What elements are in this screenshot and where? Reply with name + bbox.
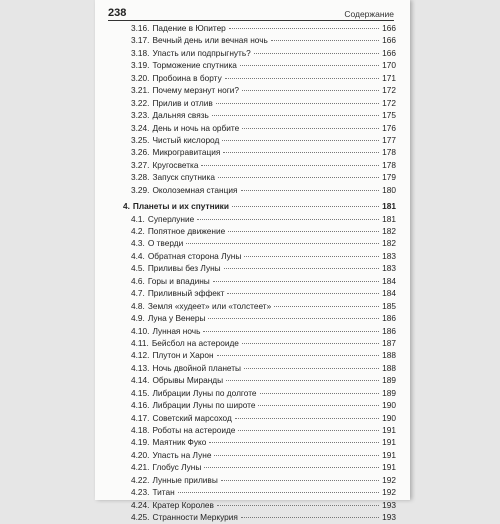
toc-entry xyxy=(123,97,396,109)
toc-entry xyxy=(123,412,396,424)
toc-entry-page: 182 xyxy=(382,238,396,249)
toc-leader-dots xyxy=(242,90,379,91)
toc-entry-number: 3.21. xyxy=(131,85,150,96)
toc-leader-dots xyxy=(224,268,380,269)
toc-entry-number: 4.10. xyxy=(131,325,150,336)
toc-leader-dots xyxy=(209,442,379,443)
toc-entry-number: 4.21. xyxy=(131,462,150,473)
toc-chapter-page: 181 xyxy=(382,201,396,212)
toc-leader-dots xyxy=(232,206,379,207)
toc-entry xyxy=(123,436,396,448)
toc-entry-page: 181 xyxy=(382,213,396,224)
toc-entry-title: Советский марсоход xyxy=(152,412,232,423)
toc-entry-number: 3.24. xyxy=(131,122,150,133)
toc-entry-title: Кратер Королев xyxy=(152,499,214,510)
toc-entry-title: Приливный эффект xyxy=(147,288,225,299)
toc-leader-dots xyxy=(203,331,379,332)
toc-entry xyxy=(123,424,396,436)
toc-entry-number: 4.5. xyxy=(131,263,145,274)
toc-leader-dots xyxy=(226,380,379,381)
toc-entry xyxy=(123,213,396,225)
toc-entry-number: 3.16. xyxy=(131,23,150,33)
toc-entry xyxy=(123,511,396,523)
toc-entry-number: 3.29. xyxy=(131,184,150,195)
toc-entry-title: Почему мерзнут ноги? xyxy=(152,85,240,96)
toc-entry-title: Роботы на астероиде xyxy=(152,425,236,435)
toc-entry-title: Лунные приливы xyxy=(152,474,218,485)
toc-leader-dots xyxy=(223,152,379,153)
toc-entry-page: 192 xyxy=(382,474,396,485)
toc-entry-number: 3.27. xyxy=(131,159,150,170)
book-page xyxy=(95,0,410,523)
toc-entry-title: Приливы без Луны xyxy=(147,263,221,274)
toc-entry-number: 4.8. xyxy=(131,300,145,311)
toc-leader-dots xyxy=(241,190,380,191)
toc-leader-dots xyxy=(217,505,379,506)
toc-leader-dots xyxy=(229,28,379,29)
toc-entry-title: Дальняя связь xyxy=(152,110,209,121)
toc-leader-dots xyxy=(186,243,379,244)
toc-leader-dots xyxy=(244,256,379,257)
toc-entry xyxy=(123,387,396,399)
toc-entry xyxy=(123,47,396,59)
toc-entry xyxy=(123,134,396,146)
toc-leader-dots xyxy=(204,467,379,468)
toc-entry-number: 4.11. xyxy=(131,337,149,348)
toc-entry-number: 4.19. xyxy=(131,437,150,448)
page-header xyxy=(108,5,394,21)
toc-entry-page: 184 xyxy=(382,275,396,286)
toc-entry-page: 193 xyxy=(382,512,396,523)
toc-entry-title: О тверди xyxy=(147,238,184,249)
toc-leader-dots xyxy=(260,393,380,394)
toc-leader-dots xyxy=(227,293,379,294)
toc-entry xyxy=(123,184,396,196)
toc-entry-page: 178 xyxy=(382,159,396,170)
toc-entry-number: 4.15. xyxy=(131,387,150,398)
toc-entry-number: 3.19. xyxy=(131,60,150,71)
toc-entry-number: 3.18. xyxy=(131,47,150,58)
toc-entry-page: 183 xyxy=(382,263,396,274)
toc-entry-title: Либрации Луны по широте xyxy=(152,400,256,411)
toc-entry-title: Пробоина в борту xyxy=(152,72,222,83)
toc-entry-page: 176 xyxy=(382,122,396,133)
toc-entry xyxy=(123,337,396,349)
toc-entry xyxy=(123,122,396,134)
toc-entry-title: Кругосветка xyxy=(152,159,199,170)
toc-entry xyxy=(123,159,396,171)
toc-entry-number: 4.9. xyxy=(131,313,145,324)
toc-leader-dots xyxy=(221,480,379,481)
toc-entry xyxy=(123,349,396,361)
toc-entry xyxy=(123,374,396,386)
toc-entry-number: 3.23. xyxy=(131,110,150,121)
toc-entry-number: 4.17. xyxy=(131,412,150,423)
toc-entry-page: 172 xyxy=(382,85,396,96)
toc-entry xyxy=(123,362,396,374)
toc-section-4 xyxy=(123,213,396,524)
toc-entry xyxy=(123,72,396,84)
toc-entry-title: День и ночь на орбите xyxy=(152,122,240,133)
toc-entry-title: Обратная сторона Луны xyxy=(147,250,242,261)
toc-entry-number: 3.22. xyxy=(131,97,150,108)
toc-entry-number: 3.20. xyxy=(131,72,150,83)
toc-entry-number: 4.14. xyxy=(131,375,150,386)
toc-entry-title: Околоземная станция xyxy=(152,184,238,195)
toc-entry-title: Горы и впадины xyxy=(147,275,210,286)
toc-entry-page: 166 xyxy=(382,35,396,46)
toc-leader-dots xyxy=(235,418,379,419)
toc-entry-number: 4.23. xyxy=(131,487,150,498)
toc-entry xyxy=(123,449,396,461)
toc-entry-page: 171 xyxy=(382,72,396,83)
toc-entry-title: Обрывы Миранды xyxy=(152,375,224,386)
toc-entry-number: 4.12. xyxy=(131,350,150,361)
toc-entry-page: 186 xyxy=(382,313,396,324)
toc-entry-title: Падение в Юпитер xyxy=(152,23,226,33)
toc-entry-number: 3.17. xyxy=(131,35,150,46)
toc-leader-dots xyxy=(240,65,379,66)
toc-entry-page: 192 xyxy=(382,487,396,498)
toc-entry xyxy=(123,486,396,498)
toc-entry-number: 4.22. xyxy=(131,474,150,485)
toc-entry xyxy=(123,474,396,486)
toc-leader-dots xyxy=(222,140,379,141)
toc-entry-title: Плутон и Харон xyxy=(152,350,214,361)
toc-entry-page: 166 xyxy=(382,23,396,33)
toc-entry-title: Земля «худеет» или «толстеет» xyxy=(147,300,272,311)
toc-leader-dots xyxy=(178,492,379,493)
page-number: 238 xyxy=(108,7,127,19)
toc-entry-title: Торможение спутника xyxy=(152,60,237,71)
toc-entry-title: Ночь двойной планеты xyxy=(152,362,242,373)
toc-leader-dots xyxy=(214,455,379,456)
toc-entry xyxy=(123,312,396,324)
toc-entry-title: Запуск спутника xyxy=(152,172,215,183)
toc-entry xyxy=(123,262,396,274)
toc-entry xyxy=(123,34,396,46)
toc-entry-number: 4.20. xyxy=(131,449,150,460)
toc-leader-dots xyxy=(197,219,379,220)
toc-entry-page: 180 xyxy=(382,184,396,195)
toc-entry xyxy=(123,59,396,71)
toc-entry-title: Прилив и отлив xyxy=(152,97,213,108)
toc-leader-dots xyxy=(216,103,379,104)
toc-entry-page: 183 xyxy=(382,250,396,261)
toc-entry-title: Чистый кислород xyxy=(152,134,220,145)
toc-entry-number: 4.16. xyxy=(131,400,150,411)
toc-entry-page: 187 xyxy=(382,337,396,348)
toc-leader-dots xyxy=(244,368,379,369)
toc-entry xyxy=(123,22,396,34)
toc-entry xyxy=(123,399,396,411)
toc-leader-dots xyxy=(271,40,379,41)
toc-entry xyxy=(123,225,396,237)
toc-entry-page: 179 xyxy=(382,172,396,183)
toc-leader-dots xyxy=(225,78,379,79)
toc-entry-number: 4.18. xyxy=(131,425,150,435)
running-title: Содержание xyxy=(344,9,394,19)
toc-leader-dots xyxy=(258,405,379,406)
toc-entry-page: 191 xyxy=(382,437,396,448)
toc-leader-dots xyxy=(208,318,379,319)
toc-entry-page: 186 xyxy=(382,325,396,336)
toc-entry-title: Попятное движение xyxy=(147,226,226,236)
toc-entry-title: Микрогравитация xyxy=(152,147,221,158)
toc-entry-page: 170 xyxy=(382,60,396,71)
toc-entry xyxy=(123,171,396,183)
toc-entry-title: Глобус Луны xyxy=(152,462,202,473)
toc-entry-page: 191 xyxy=(382,462,396,473)
toc-chapter-number: 4. xyxy=(123,201,130,212)
toc-entry-title: Упасть на Луне xyxy=(152,449,212,460)
toc-entry-page: 177 xyxy=(382,134,396,145)
toc-entry xyxy=(123,325,396,337)
toc-entry xyxy=(123,461,396,473)
toc-entry-number: 4.3. xyxy=(131,238,145,249)
toc-leader-dots xyxy=(242,128,379,129)
toc-leader-dots xyxy=(212,115,379,116)
toc-leader-dots xyxy=(217,355,380,356)
table-of-contents xyxy=(123,22,396,524)
toc-entry-title: Бейсбол на астероиде xyxy=(151,337,239,348)
toc-leader-dots xyxy=(254,53,379,54)
toc-entry xyxy=(123,237,396,249)
toc-entry xyxy=(123,300,396,312)
toc-entry-title: Маятник Фуко xyxy=(152,437,207,448)
toc-chapter-heading xyxy=(123,200,396,212)
toc-leader-dots xyxy=(242,343,379,344)
toc-entry-title: Вечный день или вечная ночь xyxy=(152,35,268,46)
toc-entry xyxy=(123,109,396,121)
toc-entry-number: 4.13. xyxy=(131,362,150,373)
toc-leader-dots xyxy=(201,165,379,166)
toc-entry-page: 166 xyxy=(382,47,396,58)
toc-entry-page: 175 xyxy=(382,110,396,121)
toc-entry-page: 188 xyxy=(382,362,396,373)
toc-entry xyxy=(123,275,396,287)
toc-entry xyxy=(123,84,396,96)
toc-section-3 xyxy=(123,22,396,196)
toc-entry xyxy=(123,250,396,262)
toc-entry-number: 3.28. xyxy=(131,172,150,183)
toc-chapter-title: Планеты и их спутники xyxy=(132,201,229,212)
toc-entry-number: 4.4. xyxy=(131,250,145,261)
toc-entry-number: 4.6. xyxy=(131,275,145,286)
toc-entry-page: 184 xyxy=(382,288,396,299)
toc-entry-page: 190 xyxy=(382,400,396,411)
toc-entry-number: 4.1. xyxy=(131,213,145,224)
toc-entry xyxy=(123,287,396,299)
toc-entry-page: 178 xyxy=(382,147,396,158)
toc-entry-number: 3.26. xyxy=(131,147,150,158)
toc-entry-page: 191 xyxy=(382,425,396,435)
toc-entry-title: Лунная ночь xyxy=(152,325,201,336)
toc-leader-dots xyxy=(238,430,379,431)
toc-leader-dots xyxy=(241,517,379,518)
toc-entry xyxy=(123,146,396,158)
toc-leader-dots xyxy=(213,281,379,282)
toc-entry-title: Луна у Венеры xyxy=(147,313,206,324)
toc-entry-page: 189 xyxy=(382,387,396,398)
toc-entry-page: 190 xyxy=(382,412,396,423)
toc-entry-title: Суперлуние xyxy=(147,213,195,224)
toc-entry xyxy=(123,499,396,511)
toc-entry-number: 3.25. xyxy=(131,134,150,145)
toc-leader-dots xyxy=(218,177,379,178)
toc-entry-title: Либрации Луны по долготе xyxy=(152,387,257,398)
toc-entry-number: 4.2. xyxy=(131,226,145,236)
toc-entry-page: 182 xyxy=(382,226,396,236)
toc-leader-dots xyxy=(228,231,379,232)
toc-entry-number: 4.25. xyxy=(131,512,150,523)
toc-entry-title: Упасть или подпрыгнуть? xyxy=(152,47,251,58)
toc-entry-number: 4.24. xyxy=(131,499,150,510)
toc-entry-page: 193 xyxy=(382,499,396,510)
toc-entry-page: 189 xyxy=(382,375,396,386)
toc-leader-dots xyxy=(274,306,379,307)
toc-entry-title: Титан xyxy=(152,487,175,498)
toc-entry-page: 185 xyxy=(382,300,396,311)
toc-entry-page: 191 xyxy=(382,449,396,460)
toc-entry-title: Странности Меркурия xyxy=(152,512,238,523)
toc-entry-number: 4.7. xyxy=(131,288,145,299)
toc-entry-page: 172 xyxy=(382,97,396,108)
toc-entry-page: 188 xyxy=(382,350,396,361)
